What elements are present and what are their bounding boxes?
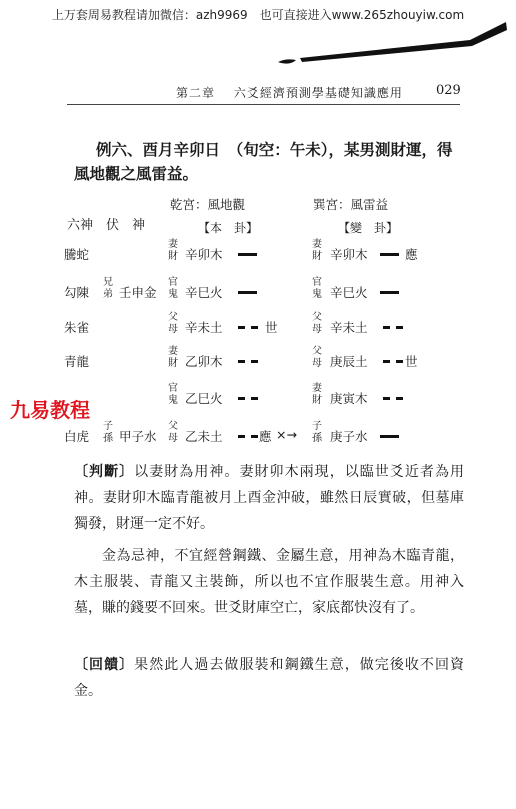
chapter-title: 六爻經濟預測學基礎知識應用 bbox=[233, 86, 403, 100]
relation-char: 鬼 bbox=[168, 395, 178, 406]
changed-relation-char: 財 bbox=[312, 251, 322, 262]
relation bbox=[167, 312, 179, 336]
yin-line bbox=[383, 326, 403, 329]
hidden-relation-char: 兄 bbox=[103, 277, 113, 288]
relation-char: 財 bbox=[168, 358, 178, 369]
hidden-relation bbox=[102, 421, 114, 445]
example-title-line-2: 風地觀之風雷益。 bbox=[74, 165, 199, 183]
paragraph-analysis bbox=[74, 543, 464, 621]
changed-relation-char: 妻 bbox=[312, 383, 322, 394]
yin-line bbox=[238, 397, 258, 400]
relation-char: 母 bbox=[168, 324, 178, 335]
relation-char: 財 bbox=[168, 251, 178, 262]
hidden-branch: 壬申金 bbox=[119, 285, 157, 300]
yin-line bbox=[383, 397, 403, 400]
yin-line bbox=[238, 326, 258, 329]
branch: 乙未土 bbox=[185, 429, 223, 444]
branch: 辛卯木 bbox=[185, 247, 223, 262]
changed-relation-char: 子 bbox=[312, 421, 322, 432]
changed-relation bbox=[311, 346, 323, 370]
changed-branch: 庚子水 bbox=[330, 429, 368, 444]
relation bbox=[167, 277, 179, 301]
changed-relation-char: 孫 bbox=[312, 433, 322, 444]
change-arrow: ×→ bbox=[276, 427, 297, 442]
branch: 乙卯木 bbox=[185, 354, 223, 369]
changed-branch: 辛卯木 bbox=[330, 247, 368, 262]
changed-relation-char: 父 bbox=[312, 312, 322, 323]
feedback-text: 果然此人過去做服裝和鋼鐵生意，做完後收不回資金。 bbox=[74, 657, 465, 699]
changed-relation-char: 母 bbox=[312, 324, 322, 335]
branch: 辛巳火 bbox=[185, 285, 223, 300]
relation bbox=[167, 383, 179, 407]
chapter-label: 第二章 bbox=[176, 86, 216, 100]
page-number: 029 bbox=[436, 83, 461, 98]
judgement-lead: 〔判斷〕 bbox=[74, 464, 135, 480]
changed-relation-char: 官 bbox=[312, 277, 322, 288]
yin-line bbox=[238, 435, 258, 438]
changed-relation bbox=[311, 421, 323, 445]
hidden-relation-char: 孫 bbox=[103, 433, 113, 444]
changed-relation bbox=[311, 277, 323, 301]
changed-relation-char: 母 bbox=[312, 358, 322, 369]
changed-relation bbox=[311, 239, 323, 263]
ben-gua-label: 【本 卦】 bbox=[198, 221, 259, 235]
brush-pen-icon bbox=[0, 0, 516, 70]
judgement-text: 以妻財為用神。妻財卯木兩現，以臨世爻近者為用神。妻財卯木臨青龍被月上酉金沖破，雖然日辰實破，但墓庫獨發，財運一定不好。 bbox=[74, 464, 465, 532]
left-palace: 乾宮：風地觀 bbox=[170, 197, 246, 212]
relation-char: 妻 bbox=[168, 239, 178, 250]
relation-char: 父 bbox=[168, 312, 178, 323]
relation bbox=[167, 421, 179, 445]
yang-line bbox=[380, 435, 399, 438]
relation-char: 官 bbox=[168, 383, 178, 394]
line-mark: 世 bbox=[265, 320, 278, 335]
top-banner: 上万套周易教程请加微信：azh9969 也可直接进入www.265zhouyiw.com bbox=[51, 8, 465, 22]
changed-branch: 庚辰土 bbox=[330, 354, 368, 369]
changed-branch: 辛未土 bbox=[330, 320, 368, 335]
relation-char: 妻 bbox=[168, 346, 178, 357]
six-spirit: 騰蛇 bbox=[64, 247, 90, 262]
analysis-text: 金為忌神，不宜經營鋼鐵、金屬生意，用神為木臨青龍，木主服裝、青龍又主裝飾，所以也不宜作服裝生意。用神入墓，賺的錢要不回來。世爻財庫空亡，家底都快沒有了。 bbox=[74, 548, 464, 616]
changed-line-mark: 世 bbox=[405, 354, 418, 369]
feedback-lead: 〔回饋〕 bbox=[74, 657, 135, 673]
hidden-branch: 甲子水 bbox=[119, 429, 157, 444]
hidden-relation bbox=[102, 277, 114, 301]
example-title-line-1: 例六、酉月辛卯日 （旬空：午未），某男測財運，得 bbox=[96, 141, 453, 159]
six-spirit: 勾陳 bbox=[64, 285, 90, 300]
relation-char: 父 bbox=[168, 421, 178, 432]
paragraph-feedback bbox=[74, 652, 464, 704]
column-header: 六神 伏 神 bbox=[67, 218, 146, 233]
yin-line bbox=[383, 360, 403, 363]
relation bbox=[167, 346, 179, 370]
yang-line bbox=[380, 253, 399, 256]
branch: 辛未土 bbox=[185, 320, 223, 335]
changed-relation bbox=[311, 383, 323, 407]
header-rule bbox=[67, 104, 460, 105]
changed-branch: 庚寅木 bbox=[330, 391, 368, 406]
paragraph-judgement bbox=[74, 459, 464, 537]
hidden-relation-char: 子 bbox=[103, 421, 113, 432]
right-palace: 巽宮：風雷益 bbox=[313, 197, 389, 212]
running-header bbox=[176, 84, 403, 101]
line-mark: 應 bbox=[259, 429, 272, 444]
bian-gua-label: 【變 卦】 bbox=[338, 221, 399, 235]
watermark: 九易教程 bbox=[10, 398, 90, 422]
branch: 乙巳火 bbox=[185, 391, 223, 406]
relation-char: 官 bbox=[168, 277, 178, 288]
six-spirit: 朱雀 bbox=[64, 320, 90, 335]
relation-char: 鬼 bbox=[168, 289, 178, 300]
changed-relation-char: 父 bbox=[312, 346, 322, 357]
yang-line bbox=[238, 291, 257, 294]
changed-line-mark: 應 bbox=[405, 247, 418, 262]
changed-branch: 辛巳火 bbox=[330, 285, 368, 300]
changed-relation-char: 財 bbox=[312, 395, 322, 406]
hidden-relation-char: 弟 bbox=[103, 289, 113, 300]
six-spirit: 青龍 bbox=[64, 354, 90, 369]
yin-line bbox=[238, 360, 258, 363]
yang-line bbox=[380, 291, 399, 294]
six-spirit: 白虎 bbox=[64, 429, 90, 444]
yang-line bbox=[238, 253, 257, 256]
relation bbox=[167, 239, 179, 263]
changed-relation-char: 妻 bbox=[312, 239, 322, 250]
changed-relation-char: 鬼 bbox=[312, 289, 322, 300]
relation-char: 母 bbox=[168, 433, 178, 444]
changed-relation bbox=[311, 312, 323, 336]
